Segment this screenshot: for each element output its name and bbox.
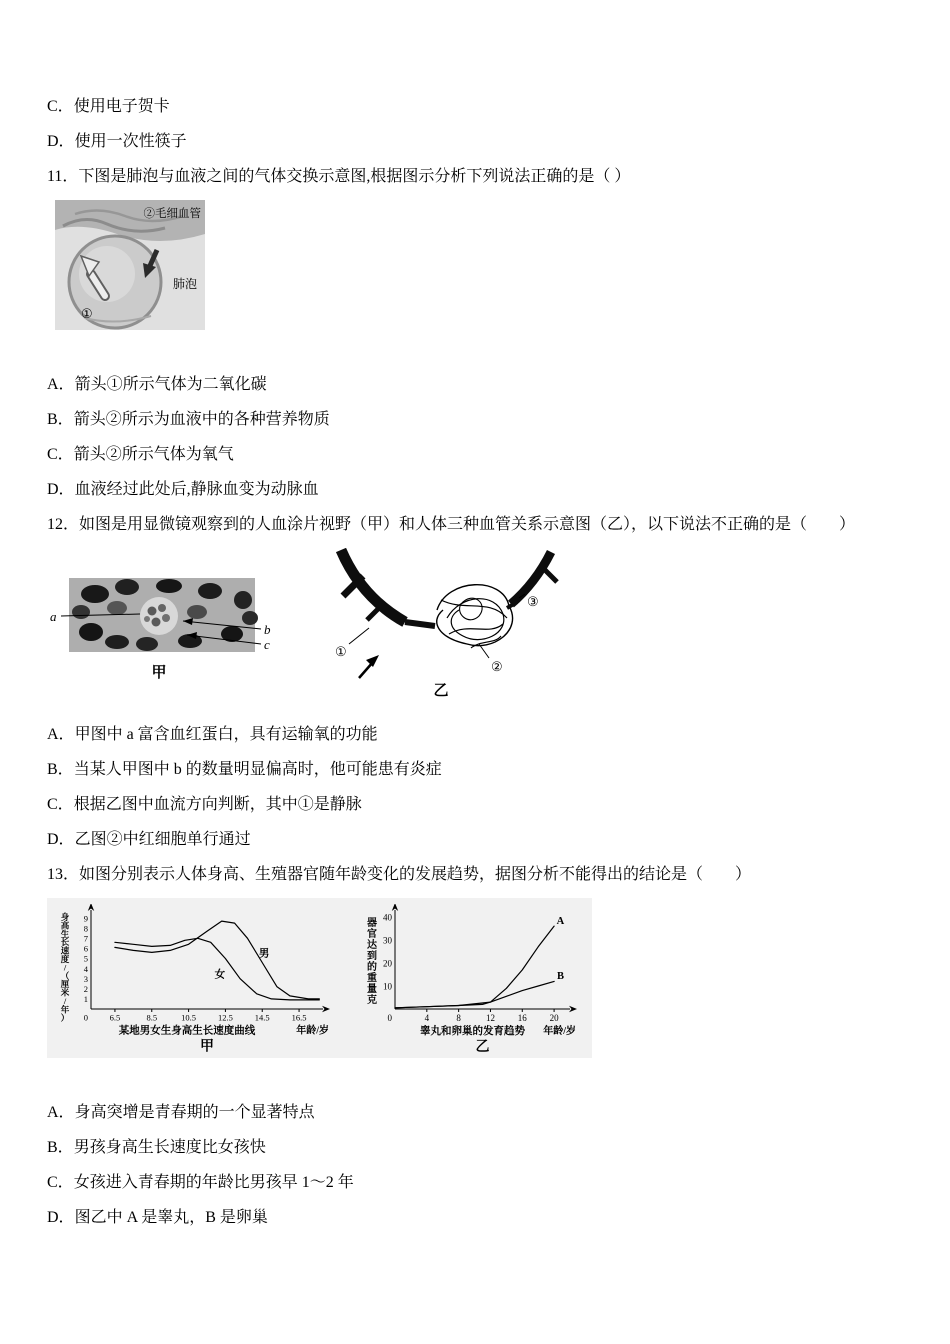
option	[47, 409, 900, 431]
question-10-options	[47, 96, 900, 153]
option	[47, 1102, 900, 1124]
option	[47, 479, 900, 501]
svg-text:0: 0	[83, 1012, 88, 1023]
svg-text:3: 3	[83, 973, 88, 984]
option-letter: B．	[47, 761, 74, 778]
svg-text:10: 10	[383, 981, 392, 992]
question-13	[47, 864, 900, 1229]
smear-label-b: b	[264, 622, 271, 637]
q12-figures	[47, 548, 900, 698]
option	[47, 131, 900, 153]
option-text: 箭头②所示气体为氧气	[73, 446, 234, 463]
vessel-diagram-wrap	[311, 548, 561, 698]
option-letter: D．	[47, 133, 75, 150]
question-stem	[47, 166, 900, 188]
organ-weight-chart	[361, 904, 586, 1056]
option-letter: D．	[47, 831, 75, 848]
smear-label-a: a	[50, 609, 57, 624]
svg-text:40: 40	[383, 912, 392, 923]
svg-text:1: 1	[83, 994, 88, 1005]
smear-label-c: c	[264, 637, 270, 652]
svg-text:某地男女生身高生长速度曲线: 某地男女生身高生长速度曲线	[118, 1025, 256, 1037]
alveolus-label: 肺泡	[173, 277, 198, 291]
svg-text:甲: 甲	[200, 1039, 214, 1055]
option-text: 图乙中 A 是睾丸，B 是卵巢	[74, 1209, 268, 1226]
svg-text:0: 0	[387, 1013, 392, 1023]
blood-vessels-figure	[311, 548, 561, 698]
question-11	[47, 166, 900, 501]
svg-text:B: B	[556, 971, 564, 983]
svg-text:年龄/岁: 年龄/岁	[543, 1026, 576, 1037]
q13-figure	[47, 898, 592, 1058]
svg-text:男: 男	[258, 948, 270, 960]
svg-text:16: 16	[517, 1013, 527, 1023]
growth-speed-chart	[55, 904, 335, 1056]
svg-text:8: 8	[83, 923, 88, 934]
question-text: 如图分别表示人体身高、生殖器官随年龄变化的发展趋势，据图分析不能得出的结论是（ ）	[79, 866, 752, 883]
blood-smear-wrap	[47, 574, 277, 682]
option	[47, 829, 900, 851]
smear-caption: 甲	[151, 665, 167, 681]
option-letter: C．	[47, 446, 74, 463]
question-stem	[47, 864, 900, 886]
option-letter: D．	[47, 1209, 75, 1226]
vessel-label-3: ③	[527, 594, 539, 609]
option	[47, 444, 900, 466]
svg-text:身高生长速度/（厘米/年）: 身高生长速度/（厘米/年）	[60, 912, 70, 1023]
option-letter: C．	[47, 1174, 74, 1191]
svg-text:4: 4	[83, 963, 88, 974]
svg-text:A: A	[556, 915, 565, 927]
alveoli-gas-exchange-figure	[55, 200, 205, 330]
option-text: 当某人甲图中 b 的数量明显偏高时，他可能患有炎症	[73, 761, 442, 778]
option-letter: A．	[47, 376, 75, 393]
option-text: 女孩进入青春期的年龄比男孩早 1～2 年	[73, 1174, 354, 1191]
question-text: 如图是用显微镜观察到的人血涂片视野（甲）和人体三种血管关系示意图（乙），以下说法不正确的是（ ）	[79, 516, 856, 533]
option-text: 箭头①所示气体为二氧化碳	[74, 376, 267, 393]
svg-text:6: 6	[83, 943, 88, 954]
svg-text:女: 女	[214, 969, 226, 981]
svg-text:12.5: 12.5	[217, 1012, 233, 1023]
option	[47, 724, 900, 746]
option-letter: D．	[47, 481, 75, 498]
svg-text:12: 12	[485, 1013, 495, 1023]
option	[47, 1172, 900, 1194]
svg-text:6.5: 6.5	[109, 1012, 121, 1023]
option-text: 血液经过此处后,静脉血变为动脉血	[74, 481, 319, 498]
option-letter: B．	[47, 1139, 74, 1156]
question-number: 13．	[47, 866, 80, 883]
svg-text:5: 5	[83, 953, 88, 964]
svg-text:睾丸和卵巢的发育趋势: 睾丸和卵巢的发育趋势	[420, 1026, 525, 1037]
svg-text:30: 30	[383, 935, 392, 946]
option	[47, 1137, 900, 1159]
vessel-caption: 乙	[433, 683, 449, 698]
svg-text:16.5: 16.5	[291, 1012, 307, 1023]
option-letter: B．	[47, 411, 74, 428]
svg-text:20: 20	[383, 958, 392, 969]
svg-text:20: 20	[549, 1013, 559, 1023]
option-text: 身高突增是青春期的一个显著特点	[74, 1104, 315, 1121]
svg-text:9: 9	[83, 913, 88, 924]
option-text: 使用电子贺卡	[73, 98, 170, 115]
option-letter: C．	[47, 98, 74, 115]
option	[47, 794, 900, 816]
option-text: 箭头②所示为血液中的各种营养物质	[73, 411, 330, 428]
svg-text:8: 8	[456, 1013, 461, 1023]
option-text: 使用一次性筷子	[74, 133, 187, 150]
option-letter: C．	[47, 796, 74, 813]
svg-text:乙: 乙	[475, 1040, 490, 1055]
option-text: 乙图②中红细胞单行通过	[74, 831, 251, 848]
svg-text:8.5: 8.5	[146, 1012, 158, 1023]
option	[47, 96, 900, 118]
blood-smear-figure	[47, 574, 277, 682]
option	[47, 759, 900, 781]
capillary-network-shape	[437, 585, 517, 648]
option	[47, 374, 900, 396]
option-text: 根据乙图中血流方向判断，其中①是静脉	[73, 796, 362, 813]
vessel-label-2: ②	[491, 659, 503, 674]
option-letter: A．	[47, 726, 75, 743]
question-12	[47, 514, 900, 851]
svg-text:年龄/岁: 年龄/岁	[296, 1025, 329, 1037]
svg-text:10.5: 10.5	[181, 1012, 197, 1023]
svg-text:器官达到的重量克: 器官达到的重量克	[367, 918, 377, 1006]
question-text: 下图是肺泡与血液之间的气体交换示意图,根据图示分析下列说法正确的是（ ）	[78, 168, 631, 185]
vessel-label-1: ①	[335, 644, 347, 659]
option	[47, 1207, 900, 1229]
option-text: 甲图中 a 富含血红蛋白，具有运输氧的功能	[74, 726, 378, 743]
capillary-label: ②毛细血管	[143, 208, 201, 220]
svg-text:4: 4	[424, 1013, 430, 1023]
flow-arrow	[359, 655, 379, 678]
option-text: 男孩身高生长速度比女孩快	[73, 1139, 266, 1156]
question-stem	[47, 514, 900, 536]
svg-text:2: 2	[83, 984, 88, 995]
svg-text:14.5: 14.5	[254, 1012, 270, 1023]
option-letter: A．	[47, 1104, 75, 1121]
svg-text:7: 7	[83, 933, 88, 944]
arrow1-label: ①	[81, 306, 93, 321]
question-number: 11．	[47, 168, 79, 185]
question-number: 12．	[47, 516, 80, 533]
vessel-1-shape	[341, 550, 435, 626]
